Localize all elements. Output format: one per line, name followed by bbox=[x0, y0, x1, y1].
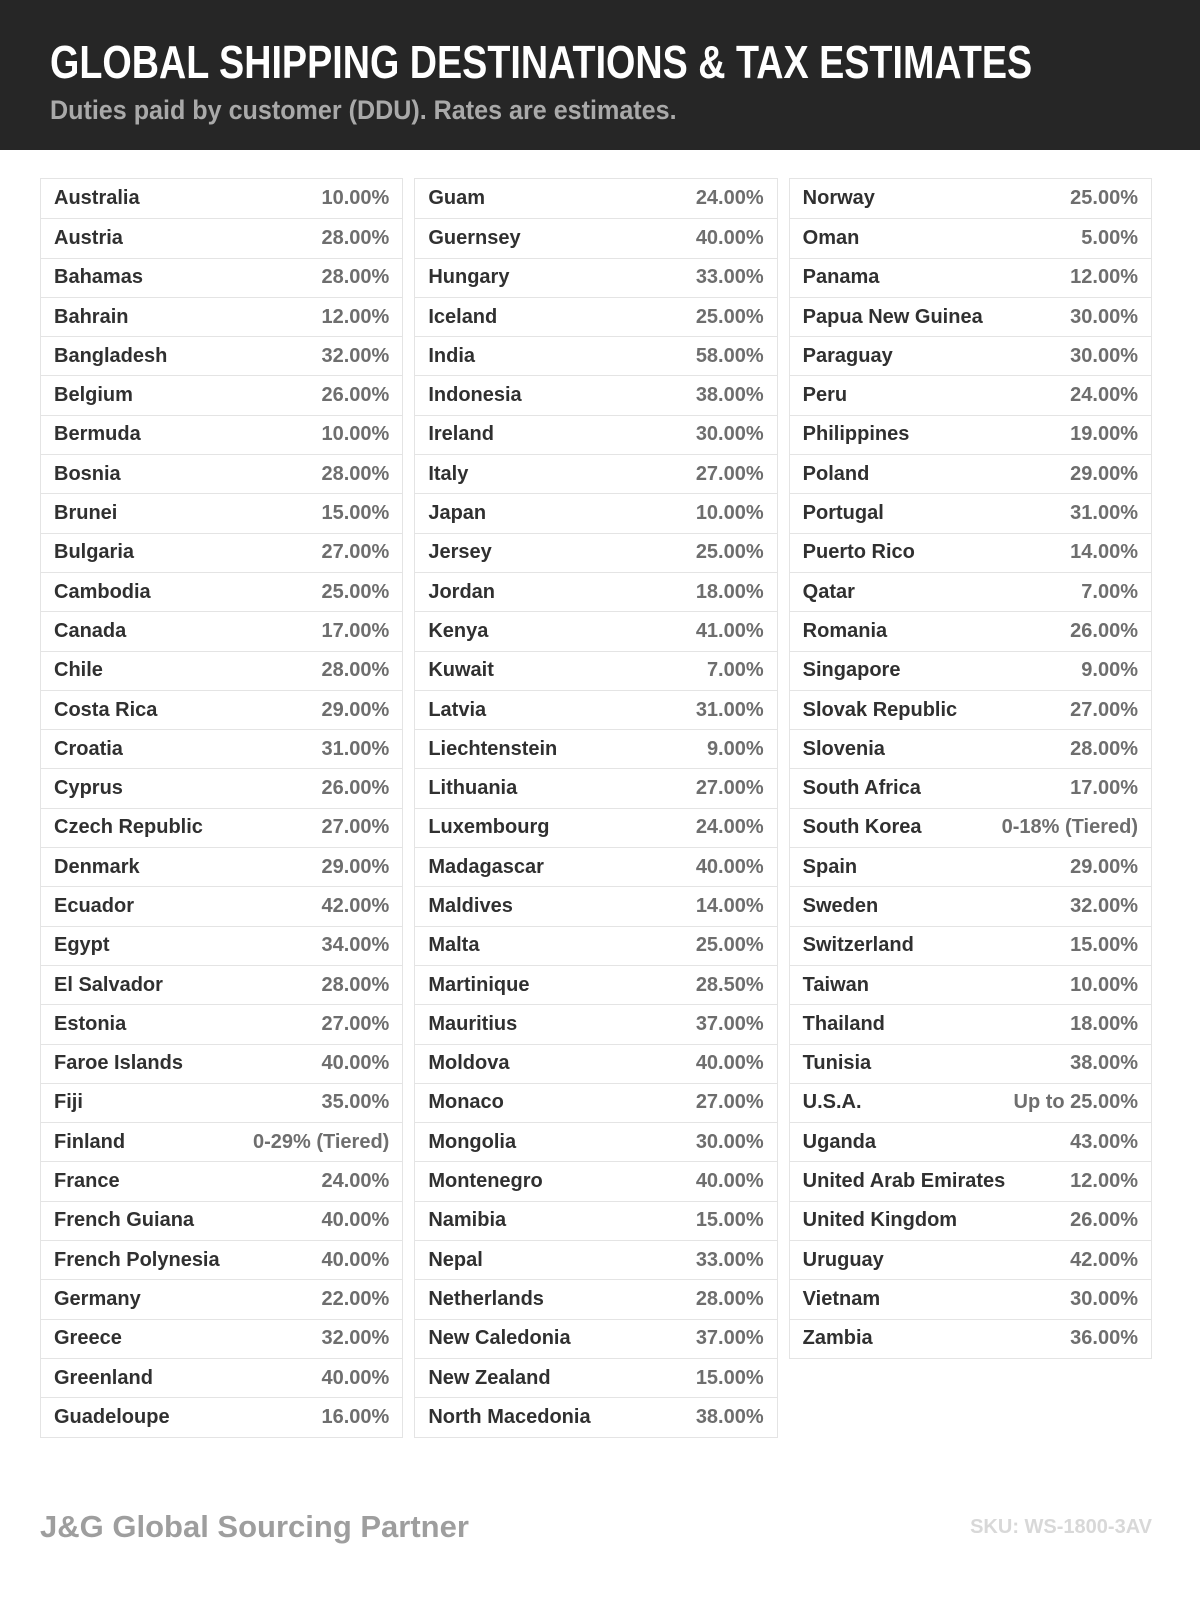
table-row bbox=[41, 533, 402, 572]
tax-rate: 40.00% bbox=[695, 1170, 764, 1193]
country-name: Ireland bbox=[428, 423, 494, 446]
country-name: Ecuador bbox=[54, 894, 135, 917]
tax-rate: 24.00% bbox=[695, 187, 764, 210]
table-row bbox=[415, 258, 776, 297]
country-name: Paraguay bbox=[802, 344, 893, 367]
country-name: Hungary bbox=[428, 266, 510, 289]
country-name: Mauritius bbox=[428, 1012, 518, 1035]
tax-rate: 27.00% bbox=[1070, 698, 1138, 721]
country-name: France bbox=[54, 1170, 120, 1193]
country-name: Belgium bbox=[54, 384, 133, 407]
tax-rate: 27.00% bbox=[321, 1012, 390, 1035]
tax-rate: 22.00% bbox=[321, 1287, 390, 1310]
tax-rate: 15.00% bbox=[1070, 934, 1138, 957]
table-row bbox=[790, 572, 1151, 611]
table-row bbox=[415, 1004, 776, 1043]
country-name: Spain bbox=[802, 855, 858, 878]
country-name: Estonia bbox=[54, 1012, 127, 1035]
tax-rate: 18.00% bbox=[1070, 1012, 1138, 1035]
country-name: Faroe Islands bbox=[54, 1052, 183, 1075]
tax-rate: 28.50% bbox=[695, 973, 764, 996]
table-row bbox=[415, 1161, 776, 1200]
table-row bbox=[41, 1201, 402, 1240]
country-name: Switzerland bbox=[802, 934, 914, 957]
tax-rate: 10.00% bbox=[1070, 973, 1138, 996]
tax-rate: 32.00% bbox=[321, 344, 390, 367]
tax-rate: 26.00% bbox=[1070, 1209, 1138, 1232]
table-row bbox=[41, 886, 402, 925]
table-row bbox=[790, 1319, 1151, 1358]
country-name: Poland bbox=[802, 462, 870, 485]
table-row bbox=[415, 965, 776, 1004]
tax-rate: 30.00% bbox=[1070, 1287, 1138, 1310]
country-name: Singapore bbox=[802, 659, 901, 682]
table-row bbox=[790, 1044, 1151, 1083]
country-name: Iceland bbox=[428, 305, 498, 328]
country-name: Bahamas bbox=[54, 266, 143, 289]
tax-rate: 40.00% bbox=[321, 1366, 390, 1389]
country-name: Uruguay bbox=[802, 1248, 884, 1271]
tax-rate: 14.00% bbox=[695, 894, 764, 917]
table-row bbox=[415, 1319, 776, 1358]
rates-table bbox=[40, 178, 1152, 1438]
country-name: Denmark bbox=[54, 855, 140, 878]
table-row bbox=[790, 493, 1151, 532]
tax-rate: 40.00% bbox=[695, 855, 764, 878]
tax-rate: 35.00% bbox=[321, 1091, 390, 1114]
table-row bbox=[790, 768, 1151, 807]
tax-rate: 37.00% bbox=[695, 1327, 764, 1350]
country-name: Lithuania bbox=[428, 777, 518, 800]
country-name: Puerto Rico bbox=[802, 541, 915, 564]
tax-rate: 34.00% bbox=[321, 934, 390, 957]
country-name: Italy bbox=[428, 462, 469, 485]
country-name: Jersey bbox=[428, 541, 492, 564]
tax-rate: 25.00% bbox=[695, 541, 764, 564]
table-row bbox=[41, 965, 402, 1004]
country-name: Slovenia bbox=[802, 737, 885, 760]
table-row bbox=[41, 808, 402, 847]
table-row bbox=[41, 454, 402, 493]
table-row bbox=[41, 1319, 402, 1358]
tax-rate: 25.00% bbox=[321, 580, 390, 603]
tax-rate: 27.00% bbox=[695, 1091, 764, 1114]
tax-rate: 30.00% bbox=[695, 423, 764, 446]
table-row bbox=[41, 493, 402, 532]
country-name: Madagascar bbox=[428, 855, 544, 878]
country-name: Egypt bbox=[54, 934, 110, 957]
tax-rate: 27.00% bbox=[695, 777, 764, 800]
country-name: United Kingdom bbox=[802, 1209, 958, 1232]
table-row bbox=[415, 454, 776, 493]
table-row bbox=[41, 1358, 402, 1397]
tax-rate: 33.00% bbox=[695, 266, 764, 289]
tax-rate: 26.00% bbox=[321, 384, 390, 407]
country-name: Slovak Republic bbox=[802, 698, 958, 721]
table-row bbox=[790, 926, 1151, 965]
tax-rate: 28.00% bbox=[1070, 737, 1138, 760]
country-name: Netherlands bbox=[428, 1287, 544, 1310]
tax-rate: 15.00% bbox=[321, 502, 390, 525]
table-row bbox=[415, 808, 776, 847]
tax-rate: 14.00% bbox=[1070, 541, 1138, 564]
table-row bbox=[790, 808, 1151, 847]
tax-rate: 29.00% bbox=[1070, 855, 1138, 878]
table-row bbox=[41, 1397, 402, 1436]
tax-rate: 19.00% bbox=[1070, 423, 1138, 446]
table-row bbox=[790, 847, 1151, 886]
table-row bbox=[790, 651, 1151, 690]
tax-rate: 15.00% bbox=[695, 1209, 764, 1232]
table-row bbox=[790, 1279, 1151, 1318]
tax-rate: 40.00% bbox=[695, 226, 764, 249]
table-row bbox=[41, 1122, 402, 1161]
table-row bbox=[790, 1161, 1151, 1200]
table-row bbox=[790, 1004, 1151, 1043]
tax-rate: 25.00% bbox=[695, 934, 764, 957]
tax-rate: 28.00% bbox=[321, 266, 390, 289]
country-name: Indonesia bbox=[428, 384, 522, 407]
table-row bbox=[415, 1240, 776, 1279]
country-name: Japan bbox=[428, 502, 487, 525]
table-row bbox=[790, 690, 1151, 729]
table-row bbox=[415, 847, 776, 886]
table-row bbox=[415, 926, 776, 965]
tax-rate: 27.00% bbox=[695, 462, 764, 485]
table-row bbox=[790, 965, 1151, 1004]
table-row bbox=[41, 651, 402, 690]
rate-column bbox=[40, 178, 403, 1438]
page-subtitle: Duties paid by customer (DDU). Rates are estimates. bbox=[50, 95, 677, 126]
tax-rate: 38.00% bbox=[1070, 1052, 1138, 1075]
country-name: Romania bbox=[802, 619, 888, 642]
brand-name: J&G Global Sourcing Partner bbox=[40, 1509, 469, 1544]
tax-rate: 9.00% bbox=[1081, 659, 1138, 682]
table-row bbox=[415, 1044, 776, 1083]
table-row bbox=[790, 886, 1151, 925]
table-row bbox=[415, 1083, 776, 1122]
country-name: Vietnam bbox=[802, 1287, 881, 1310]
table-row bbox=[41, 1279, 402, 1318]
table-row bbox=[415, 1201, 776, 1240]
table-row bbox=[790, 1201, 1151, 1240]
table-row bbox=[41, 926, 402, 965]
country-name: U.S.A. bbox=[802, 1091, 862, 1114]
tax-rate: 29.00% bbox=[321, 698, 390, 721]
tax-rate: 7.00% bbox=[1081, 580, 1138, 603]
tax-rate: 10.00% bbox=[695, 502, 764, 525]
country-name: Peru bbox=[802, 384, 848, 407]
tax-rate: 28.00% bbox=[321, 659, 390, 682]
table-row bbox=[41, 572, 402, 611]
country-name: Tunisia bbox=[802, 1052, 872, 1075]
tax-rate: 15.00% bbox=[695, 1366, 764, 1389]
country-name: Malta bbox=[428, 934, 480, 957]
tax-rate: 10.00% bbox=[321, 423, 390, 446]
table-row bbox=[415, 179, 776, 218]
country-name: United Arab Emirates bbox=[802, 1170, 1006, 1193]
tax-rate: 42.00% bbox=[321, 894, 390, 917]
table-row bbox=[41, 415, 402, 454]
tax-rate: 28.00% bbox=[321, 973, 390, 996]
table-row bbox=[790, 375, 1151, 414]
tax-rate: 38.00% bbox=[695, 384, 764, 407]
table-row bbox=[790, 729, 1151, 768]
table-row bbox=[415, 651, 776, 690]
country-name: Guadeloupe bbox=[54, 1405, 170, 1428]
country-name: Costa Rica bbox=[54, 698, 158, 721]
country-name: Guam bbox=[428, 187, 486, 210]
country-name: Qatar bbox=[802, 580, 855, 603]
country-name: Portugal bbox=[802, 502, 884, 525]
country-name: El Salvador bbox=[54, 973, 163, 996]
tax-rate: 28.00% bbox=[321, 462, 390, 485]
table-row bbox=[41, 258, 402, 297]
tax-rate: 5.00% bbox=[1081, 226, 1138, 249]
tax-rate: 31.00% bbox=[1070, 502, 1138, 525]
country-name: Brunei bbox=[54, 502, 118, 525]
page-title: GLOBAL SHIPPING DESTINATIONS & TAX ESTIMATES bbox=[50, 35, 1033, 88]
country-name: Cyprus bbox=[54, 777, 123, 800]
country-name: South Africa bbox=[802, 777, 921, 800]
table-row bbox=[41, 847, 402, 886]
tax-rate: 31.00% bbox=[321, 737, 390, 760]
country-name: Bermuda bbox=[54, 423, 141, 446]
country-name: Taiwan bbox=[802, 973, 869, 996]
tax-rate: 28.00% bbox=[321, 226, 390, 249]
country-name: Bosnia bbox=[54, 462, 121, 485]
country-name: Thailand bbox=[802, 1012, 885, 1035]
country-name: Greenland bbox=[54, 1366, 153, 1389]
country-name: Monaco bbox=[428, 1091, 504, 1114]
tax-rate: 0-29% (Tiered) bbox=[252, 1130, 390, 1153]
table-row bbox=[41, 1004, 402, 1043]
country-name: French Polynesia bbox=[54, 1248, 220, 1271]
tax-rate: 58.00% bbox=[695, 344, 764, 367]
tax-rate: 36.00% bbox=[1070, 1327, 1138, 1350]
tax-rate: 32.00% bbox=[1070, 894, 1138, 917]
country-name: Czech Republic bbox=[54, 816, 203, 839]
tax-rate: 28.00% bbox=[695, 1287, 764, 1310]
country-name: Jordan bbox=[428, 580, 496, 603]
tax-rate: 17.00% bbox=[321, 619, 390, 642]
table-row bbox=[41, 611, 402, 650]
tax-rate: 33.00% bbox=[695, 1248, 764, 1271]
country-name: Cambodia bbox=[54, 580, 151, 603]
footer bbox=[40, 1500, 1152, 1554]
rate-column bbox=[789, 178, 1152, 1359]
table-row bbox=[41, 297, 402, 336]
tax-rate: 0-18% (Tiered) bbox=[1001, 816, 1138, 839]
tax-rate: 27.00% bbox=[321, 541, 390, 564]
table-row bbox=[41, 375, 402, 414]
country-name: Bangladesh bbox=[54, 344, 168, 367]
table-row bbox=[415, 1358, 776, 1397]
tax-rate: Up to 25.00% bbox=[1013, 1091, 1138, 1114]
tax-rate: 18.00% bbox=[695, 580, 764, 603]
tax-rate: 31.00% bbox=[695, 698, 764, 721]
tax-rate: 37.00% bbox=[695, 1012, 764, 1035]
table-row bbox=[790, 258, 1151, 297]
country-name: Zambia bbox=[802, 1327, 873, 1350]
table-row bbox=[41, 729, 402, 768]
country-name: Maldives bbox=[428, 894, 513, 917]
country-name: Australia bbox=[54, 187, 140, 210]
country-name: Sweden bbox=[802, 894, 879, 917]
table-row bbox=[41, 1044, 402, 1083]
table-row bbox=[415, 611, 776, 650]
country-name: Martinique bbox=[428, 973, 530, 996]
table-row bbox=[790, 533, 1151, 572]
table-row bbox=[415, 415, 776, 454]
country-name: Fiji bbox=[54, 1091, 83, 1114]
country-name: Finland bbox=[54, 1130, 126, 1153]
country-name: Germany bbox=[54, 1287, 141, 1310]
rate-column bbox=[414, 178, 777, 1438]
country-name: Kuwait bbox=[428, 659, 494, 682]
country-name: New Caledonia bbox=[428, 1327, 571, 1350]
table-row bbox=[415, 218, 776, 257]
tax-rate: 29.00% bbox=[1070, 462, 1138, 485]
table-row bbox=[790, 1122, 1151, 1161]
table-row bbox=[41, 768, 402, 807]
tax-rate: 16.00% bbox=[321, 1405, 390, 1428]
country-name: Norway bbox=[802, 187, 875, 210]
country-name: Latvia bbox=[428, 698, 487, 721]
tax-rate: 9.00% bbox=[706, 737, 764, 760]
table-row bbox=[415, 297, 776, 336]
table-row bbox=[415, 729, 776, 768]
tax-rate: 24.00% bbox=[695, 816, 764, 839]
country-name: Papua New Guinea bbox=[802, 305, 983, 328]
table-row bbox=[790, 179, 1151, 218]
table-row bbox=[41, 1083, 402, 1122]
country-name: Croatia bbox=[54, 737, 123, 760]
table-row bbox=[415, 533, 776, 572]
tax-rate: 30.00% bbox=[1070, 305, 1138, 328]
tax-rate: 25.00% bbox=[695, 305, 764, 328]
country-name: Nepal bbox=[428, 1248, 483, 1271]
table-row bbox=[41, 336, 402, 375]
country-name: Bulgaria bbox=[54, 541, 135, 564]
tax-rate: 42.00% bbox=[1070, 1248, 1138, 1271]
tax-rate: 32.00% bbox=[321, 1327, 390, 1350]
country-name: South Korea bbox=[802, 816, 922, 839]
tax-rate: 17.00% bbox=[1070, 777, 1138, 800]
table-row bbox=[415, 886, 776, 925]
table-row bbox=[415, 336, 776, 375]
table-row bbox=[41, 1161, 402, 1200]
sku-label: SKU: WS-1800-3AV bbox=[970, 1515, 1152, 1538]
tax-rate: 26.00% bbox=[1070, 619, 1138, 642]
table-row bbox=[415, 1122, 776, 1161]
country-name: Bahrain bbox=[54, 305, 129, 328]
table-row bbox=[790, 611, 1151, 650]
country-name: Namibia bbox=[428, 1209, 507, 1232]
tax-rate: 24.00% bbox=[321, 1170, 390, 1193]
tax-rate: 12.00% bbox=[1070, 1170, 1138, 1193]
table-row bbox=[41, 1240, 402, 1279]
table-row bbox=[41, 179, 402, 218]
country-name: Kenya bbox=[428, 619, 489, 642]
country-name: Oman bbox=[802, 226, 860, 249]
country-name: Philippines bbox=[802, 423, 910, 446]
country-name: French Guiana bbox=[54, 1209, 195, 1232]
table-row bbox=[415, 1397, 776, 1436]
tax-rate: 30.00% bbox=[695, 1130, 764, 1153]
tax-rate: 30.00% bbox=[1070, 344, 1138, 367]
country-name: New Zealand bbox=[428, 1366, 551, 1389]
table-row bbox=[415, 1279, 776, 1318]
table-row bbox=[790, 1083, 1151, 1122]
country-name: India bbox=[428, 344, 475, 367]
country-name: Luxembourg bbox=[428, 816, 550, 839]
tax-rate: 29.00% bbox=[321, 855, 390, 878]
country-name: Montenegro bbox=[428, 1170, 543, 1193]
tax-rate: 27.00% bbox=[321, 816, 390, 839]
table-row bbox=[790, 1240, 1151, 1279]
table-row bbox=[790, 454, 1151, 493]
table-row bbox=[790, 415, 1151, 454]
country-name: North Macedonia bbox=[428, 1405, 591, 1428]
table-row bbox=[415, 493, 776, 532]
country-name: Panama bbox=[802, 266, 880, 289]
table-row bbox=[415, 690, 776, 729]
tax-rate: 25.00% bbox=[1070, 187, 1138, 210]
country-name: Chile bbox=[54, 659, 103, 682]
tax-rate: 12.00% bbox=[1070, 266, 1138, 289]
table-row bbox=[415, 375, 776, 414]
tax-rate: 40.00% bbox=[695, 1052, 764, 1075]
country-name: Liechtenstein bbox=[428, 737, 558, 760]
country-name: Austria bbox=[54, 226, 123, 249]
tax-rate: 10.00% bbox=[321, 187, 390, 210]
table-row bbox=[415, 768, 776, 807]
table-row bbox=[790, 297, 1151, 336]
tax-rate: 38.00% bbox=[695, 1405, 764, 1428]
tax-rate: 40.00% bbox=[321, 1209, 390, 1232]
country-name: Canada bbox=[54, 619, 127, 642]
country-name: Greece bbox=[54, 1327, 122, 1350]
tax-rate: 24.00% bbox=[1070, 384, 1138, 407]
table-row bbox=[41, 218, 402, 257]
table-row bbox=[790, 218, 1151, 257]
country-name: Uganda bbox=[802, 1130, 876, 1153]
tax-rate: 7.00% bbox=[706, 659, 764, 682]
tax-rate: 41.00% bbox=[695, 619, 764, 642]
tax-rate: 12.00% bbox=[321, 305, 390, 328]
country-name: Moldova bbox=[428, 1052, 510, 1075]
tax-rate: 43.00% bbox=[1070, 1130, 1138, 1153]
tax-rate: 26.00% bbox=[321, 777, 390, 800]
tax-rate: 40.00% bbox=[321, 1248, 390, 1271]
tax-rate: 40.00% bbox=[321, 1052, 390, 1075]
table-row bbox=[790, 336, 1151, 375]
header-banner bbox=[0, 0, 1200, 150]
table-row bbox=[41, 690, 402, 729]
country-name: Mongolia bbox=[428, 1130, 517, 1153]
table-row bbox=[415, 572, 776, 611]
country-name: Guernsey bbox=[428, 226, 521, 249]
